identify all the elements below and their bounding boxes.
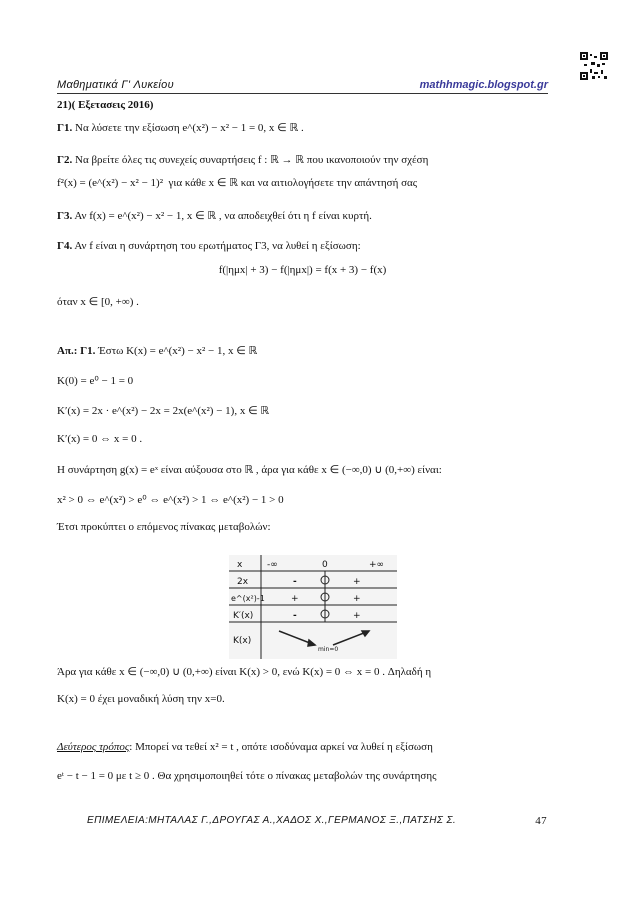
header-subject: Μαθηματικά Γ' Λυκείου bbox=[57, 79, 174, 91]
question-g3 bbox=[57, 209, 372, 222]
solution-l1: Έστω K(x) = e^(x²) − x² − 1, x ∈ ℝ bbox=[98, 345, 258, 357]
g2-text: Να βρείτε όλες τις συνεχείς συναρτήσεις f : ℝ → ℝ που ικανοποιούν την σχέση bbox=[75, 154, 429, 166]
second-way-label: Δεύτερος τρόπος bbox=[57, 741, 130, 753]
table-label-kprime: K′(x) bbox=[233, 611, 254, 621]
g3-label: Γ3. bbox=[57, 210, 73, 222]
header-site: mathhmagic.blogspot.gr bbox=[419, 79, 548, 91]
solution-l7: Έτσι προκύπτει ο επόμενος πίνακας μεταβολών: bbox=[57, 521, 271, 533]
solution-l10: : Μπορεί να τεθεί x² = t , οπότε ισοδύναμα αρκεί να λυθεί η εξίσωση bbox=[129, 741, 433, 753]
table-min-label: min=0 bbox=[318, 646, 339, 653]
g4-label: Γ4. bbox=[57, 240, 73, 252]
table-label-exp: e^(x²)-1 bbox=[231, 594, 265, 603]
g1-equation: e^(x²) − x² − 1 = 0, x ∈ ℝ . bbox=[182, 122, 304, 134]
table-sign-exp-right: + bbox=[353, 594, 361, 604]
page-number: 47 bbox=[535, 815, 547, 827]
g2-equation: f²(x) = (e^(x²) − x² − 1)² bbox=[57, 177, 163, 189]
question-g4 bbox=[57, 240, 361, 252]
solution-l5: Η συνάρτηση g(x) = eˣ είναι αύξουσα στο ℝ , άρα για κάθε x ∈ (−∞,0) ∪ (0,+∞) είναι: bbox=[57, 464, 442, 476]
table-label-k: K(x) bbox=[233, 636, 252, 646]
solution-l3: K′(x) = 2x · e^(x²) − 2x = 2x(e^(x²) − 1), x ∈ ℝ bbox=[57, 405, 270, 417]
solution-line-1 bbox=[57, 344, 257, 357]
table-x-plus-inf: +∞ bbox=[369, 560, 385, 570]
solution-l8: Άρα για κάθε x ∈ (−∞,0) ∪ (0,+∞) είναι K(x) > 0, ενώ K(x) = 0 ⇔ x = 0 . Δηλαδή η bbox=[57, 666, 432, 678]
section-title: 21)( Εξετασεις 2016) bbox=[57, 99, 154, 111]
variation-table bbox=[229, 555, 397, 659]
question-g2 bbox=[57, 153, 548, 166]
qr-code-icon bbox=[580, 52, 608, 80]
page-header bbox=[57, 79, 548, 94]
footer-authors: ΕΠΙΜΕΛΕΙΑ:ΜΗΤΑΛΑΣ Γ.,ΔΡΟΥΓΑΣ Α.,ΧΑΔΟΣ Χ.,ΓΕΡΜΑΝΟΣ Ξ.,ΠΑΤΣΗΣ Σ. bbox=[87, 815, 457, 826]
question-g1 bbox=[57, 121, 304, 134]
solution-l9: K(x) = 0 έχει μοναδική λύση την x=0. bbox=[57, 693, 225, 705]
table-x-zero: 0 bbox=[322, 560, 328, 570]
g4-equation: f(|ημx| + 3) − f(|ημx|) = f(x + 3) − f(x) bbox=[218, 264, 387, 276]
g2-equation-line bbox=[57, 176, 417, 189]
g1-text: Να λύσετε την εξίσωση bbox=[75, 122, 180, 134]
table-x-minus-inf: -∞ bbox=[267, 560, 278, 570]
g3-text: Αν f(x) = e^(x²) − x² − 1, x ∈ ℝ , να αποδειχθεί ότι η f είναι κυρτή. bbox=[74, 210, 372, 222]
g4-condition: όταν x ∈ [0, +∞) . bbox=[57, 296, 139, 308]
g1-label: Γ1. bbox=[57, 122, 73, 134]
table-label-2x: 2x bbox=[237, 577, 249, 587]
table-sign-kprime-left: - bbox=[293, 611, 297, 621]
solution-l11: eᵗ − t − 1 = 0 με t ≥ 0 . Θα χρησιμοποιηθεί τότε ο πίνακας μεταβολών της συνάρτησης bbox=[57, 770, 437, 782]
table-label-x: x bbox=[237, 560, 243, 570]
table-sign-2x-left: - bbox=[293, 577, 297, 587]
g4-text: Αν f είναι η συνάρτηση του ερωτήματος Γ3, να λυθεί η εξίσωση: bbox=[74, 240, 361, 252]
solution-lead: Απ.: Γ1. bbox=[57, 345, 96, 357]
g2-tail: για κάθε x ∈ ℝ και να αιτιολογήσετε την απάντησή σας bbox=[168, 177, 418, 189]
g2-label: Γ2. bbox=[57, 154, 73, 166]
table-sign-exp-left: + bbox=[291, 594, 299, 604]
solution-l2: K(0) = e⁰ − 1 = 0 bbox=[57, 375, 134, 387]
table-sign-kprime-right: + bbox=[353, 611, 361, 621]
page-footer bbox=[87, 815, 547, 826]
solution-second-way bbox=[57, 741, 433, 753]
solution-l4: K′(x) = 0 ⇔ x = 0 . bbox=[57, 433, 143, 445]
solution-l6: x² > 0 ⇔ e^(x²) > e⁰ ⇔ e^(x²) > 1 ⇔ e^(x²) − 1 > 0 bbox=[57, 494, 284, 506]
table-sign-2x-right: + bbox=[353, 577, 361, 587]
